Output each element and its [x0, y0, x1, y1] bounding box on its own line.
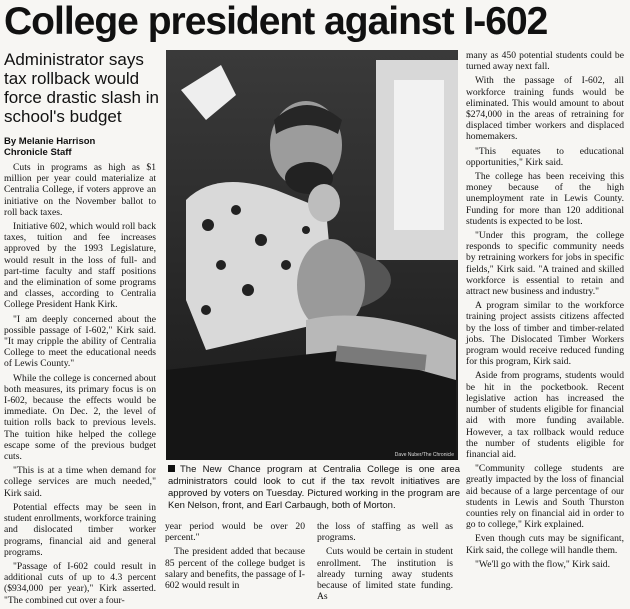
- paragraph: The college has been receiving this money because of the high unemployment rate in Lewis County. Funding for more than 120 additional students is expected to be lost.: [466, 171, 624, 227]
- paragraph: "I am deeply concerned about the possible passage of I-602," Kirk said. "It may cripple the ability of Centralia College to meet the educational needs of Lewis County.": [4, 313, 156, 370]
- photo-illustration: [166, 50, 458, 460]
- byline-author: By Melanie Harrison: [4, 136, 96, 147]
- paragraph: Initiative 602, which would roll back taxes, tuition and fee increases approved by the 1993 Legislature, would result in the loss of full- and part-time faculty and staff positions and the elimination of some programs and classes, according to Centralia College President Hank Kirk.: [4, 221, 156, 311]
- article-column-3: [317, 521, 453, 605]
- paragraph: year period would be over 20 percent.": [165, 521, 305, 544]
- photo-caption: [168, 464, 460, 512]
- paragraph: "Community college students are greatly impacted by the loss of financial aid because of a large percentage of our students in Lewis and South Thurston counties rely on financial aid in order to go to college," Kirk explained.: [466, 463, 624, 531]
- paragraph: "This equates to educational opportunities," Kirk said.: [466, 145, 624, 168]
- byline: [4, 136, 160, 158]
- deck-subheadline: Administrator says tax rollback would force drastic slash in school's budget: [4, 50, 159, 126]
- news-photo: [166, 50, 458, 460]
- byline-staff: Chronicle Staff: [4, 147, 72, 158]
- paragraph: While the college is concerned about both measures, its primary focus is on I-602, because the effects would be immediate. On Dec. 2, the level of tuition rolls back to previous levels. The tuition hike helped the college escape some of the previous budget cuts.: [4, 372, 156, 463]
- paragraph: Potential effects may be seen in student enrollments, workforce training and dislocated timber worker programs, financial aid and general programs.: [4, 501, 156, 558]
- paragraph: "This is at a time when demand for college services are much needed," Kirk said.: [4, 465, 156, 499]
- photo-caption-text: The New Chance program at Centralia College is one area administrators could look to cut if the tax revolt initiatives are approved by voters on Tuesday. Pictured working in the program are Ken Nelson, front, and Earl Carbaugh, both of Morton.: [168, 464, 460, 511]
- photo-credit: Dave Nuber/The Chronicle: [394, 452, 454, 458]
- paragraph: Cuts in programs as high as $1 million per year could materialize at Centralia College, if voters approve an initiative on the November ballot to roll back taxes.: [4, 162, 156, 218]
- paragraph: "Passage of I-602 could result in additional cuts of up to 4.3 percent ($934,000 per year)," Kirk asserted. "The combined cut over a four-: [4, 560, 156, 606]
- paragraph: Cuts would be certain in student enrollment. The institution is already turning away students because of limited state funding. As: [317, 546, 453, 603]
- caption-square-icon: [168, 465, 175, 472]
- headline: College president against I-602: [4, 0, 548, 43]
- paragraph: With the passage of I-602, all workforce training funds would be eliminated. This would amount to about $274,000 in the areas of retraining for displaced timber workers and displaced homemakers.: [466, 75, 624, 143]
- article-column-2: [165, 521, 305, 594]
- paragraph: The president added that because 85 percent of the college budget is salary and benefits, the passage of I-602 would result in: [165, 546, 305, 592]
- paragraph: "Under this program, the college responds to specific community needs by retraining workers for jobs in specific fields," Kirk said. "A trained and skilled workforce is essential to retain and attract new business and industry.": [466, 230, 624, 298]
- article-column-4: [466, 50, 624, 573]
- paragraph: many as 450 potential students could be turned away next fall.: [466, 50, 624, 73]
- paragraph: "We'll go with the flow," Kirk said.: [475, 558, 610, 570]
- paragraph: A program similar to the workforce training project assists citizens affected by the loss of timber and timber-related jobs. The Dislocated Timber Workers program would receive reduced funding for this program, Kirk said.: [466, 300, 624, 368]
- article-column-1: [4, 162, 156, 609]
- paragraph: Even though cuts may be significant, Kirk said, the college will handle them.: [466, 533, 624, 556]
- paragraph: the loss of staffing as well as programs.: [317, 521, 453, 544]
- paragraph: Aside from programs, students would be hit in the pocketbook. Recent legislative action has increased the number of students eligible for financial aid with more funding available. However, a tax rollback would reduce the number of students eligible for financial aid.: [466, 370, 624, 460]
